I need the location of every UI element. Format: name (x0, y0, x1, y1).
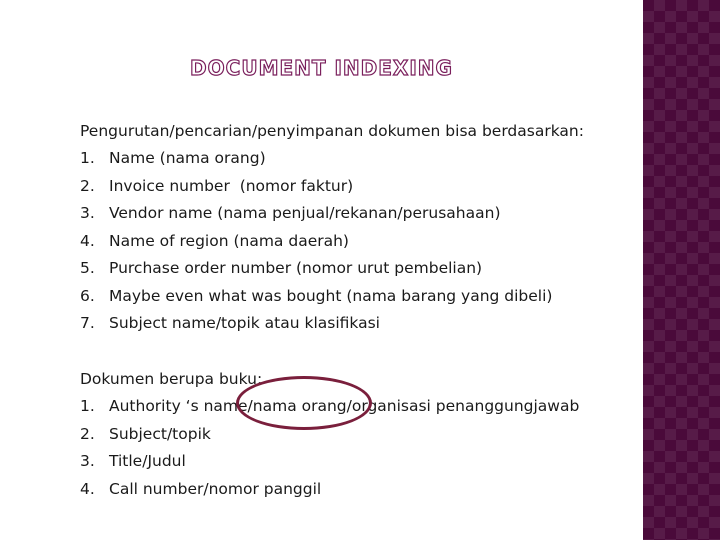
list-item (80, 255, 584, 283)
list-item (80, 228, 584, 256)
slide-title: DOCUMENT INDEXING (190, 56, 453, 80)
item-number: 2. (80, 176, 95, 195)
list-item (80, 310, 584, 338)
list-item (80, 283, 584, 311)
item-text: Title/Judul (109, 452, 186, 470)
list-item (80, 448, 579, 476)
item-text: Invoice number (nomor faktur) (109, 176, 354, 195)
item-text: Name of region (nama daerah) (109, 231, 349, 250)
list-item (80, 476, 579, 504)
item-text: Name (nama orang) (109, 149, 266, 167)
item-text: Vendor name (nama penjual/rekanan/perusahaan) (109, 204, 501, 222)
list-item (80, 145, 584, 173)
highlight-circle (236, 376, 372, 430)
item-text: Subject name/topik atau klasifikasi (109, 314, 380, 332)
item-number: 4. (80, 231, 95, 250)
list-item (80, 173, 584, 201)
item-number: 6. (80, 286, 95, 305)
item-text: Subject/topik (109, 424, 211, 443)
item-number: 1. (80, 397, 95, 415)
item-number: 3. (80, 452, 95, 470)
item-number: 2. (80, 424, 95, 443)
item-text: Purchase order number (nomor urut pembelian) (109, 259, 483, 277)
book-heading: Dokumen berupa buku: (80, 370, 263, 388)
item-number: 7. (80, 314, 95, 332)
item-text: Call number/nomor panggil (109, 479, 322, 498)
criteria-list (80, 145, 584, 338)
item-number: 4. (80, 479, 95, 498)
item-text: Maybe even what was bought (nama barang yang dibeli) (109, 286, 553, 305)
item-text: Authority ‘s name/nama orang/organisasi penanggungjawab (109, 397, 580, 415)
list-item (80, 200, 584, 228)
criteria-section (80, 118, 584, 338)
item-number: 1. (80, 149, 95, 167)
item-number: 3. (80, 204, 95, 222)
criteria-heading: Pengurutan/pencarian/penyimpanan dokumen bisa berdasarkan: (80, 122, 584, 140)
decorative-sidebar (643, 0, 720, 540)
item-number: 5. (80, 259, 95, 277)
